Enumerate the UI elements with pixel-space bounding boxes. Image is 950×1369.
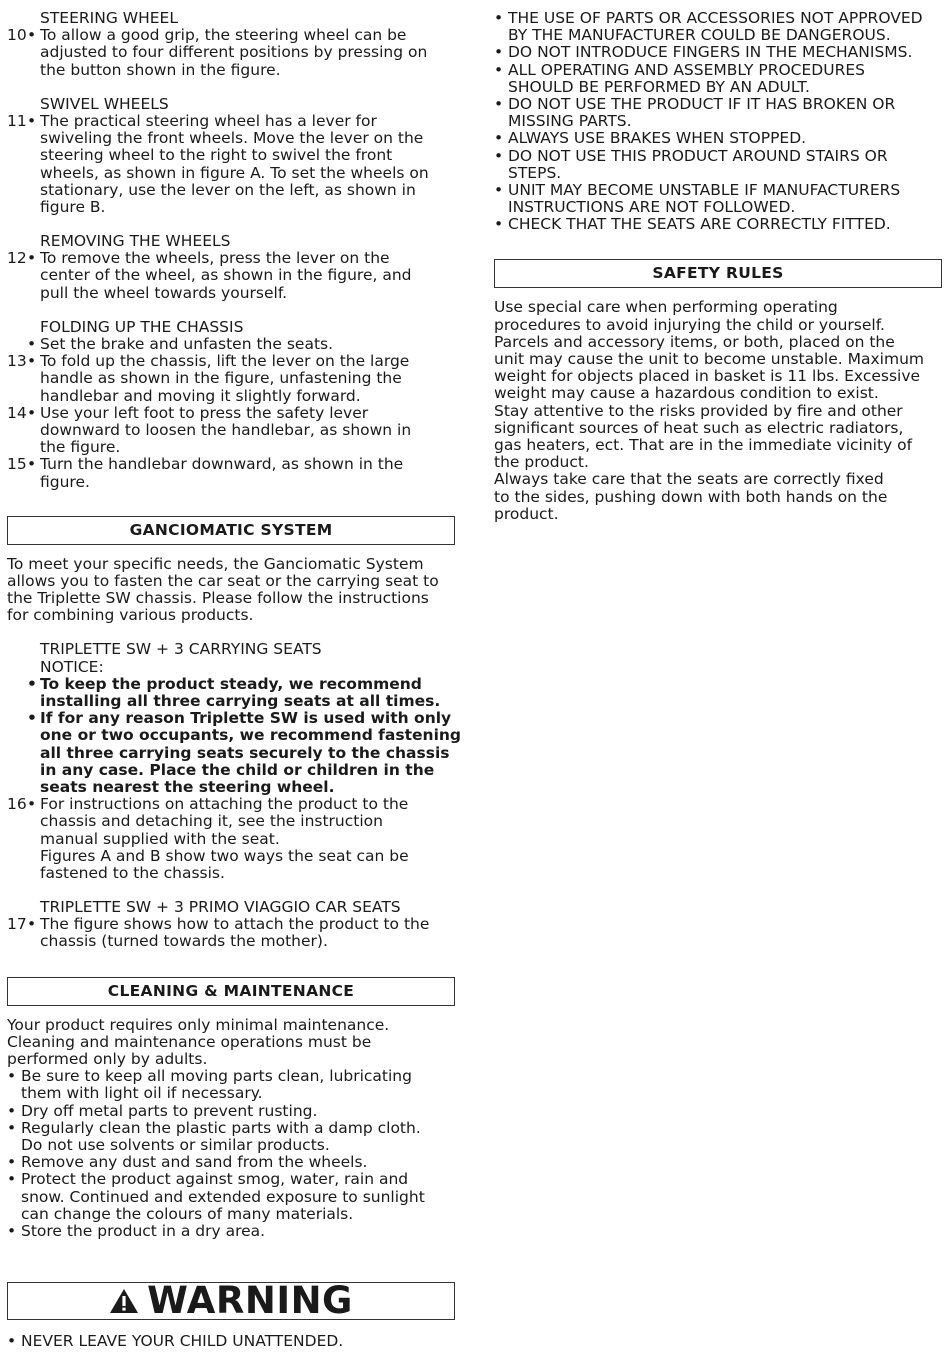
text-line: Use special care when performing operating xyxy=(494,298,838,317)
cleaning-bullet xyxy=(7,1120,455,1154)
text-line: STEPS. xyxy=(508,163,562,182)
text-line: ALWAYS USE BRAKES WHEN STOPPED. xyxy=(508,129,807,148)
notice-bullet-2 xyxy=(7,709,462,796)
item-number: 17 xyxy=(7,915,27,934)
instruction-item-17 xyxy=(7,916,455,950)
bullet: • xyxy=(494,180,504,199)
text-line: BY THE MANUFACTURER COULD BE DANGEROUS. xyxy=(508,26,891,45)
warning-item xyxy=(494,10,942,44)
item-number: 13 xyxy=(7,352,27,371)
text-line: To fold up the chassis, lift the lever on the large xyxy=(40,352,410,371)
text-line: in any case. Place the child or children in the xyxy=(40,760,435,779)
section-title-cleaning: CLEANING & MAINTENANCE xyxy=(7,977,455,1006)
text-line: Cleaning and maintenance operations must be xyxy=(7,1032,372,1051)
text-line: chassis and detaching it, see the instruction xyxy=(40,812,383,831)
section-heading-swivel-wheels: SWIVEL WHEELS xyxy=(40,94,169,113)
bullet: • xyxy=(7,1067,17,1086)
text-line: weight may cause a hazardous condition to exist. xyxy=(494,384,879,403)
text-line: the Triplette SW chassis. Please follow the instructions xyxy=(7,589,429,608)
text-line: pull the wheel towards yourself. xyxy=(40,283,288,302)
cleaning-bullet xyxy=(7,1171,455,1223)
section-heading-steering-wheel: STEERING WHEEL xyxy=(40,9,178,27)
section-heading-removing-wheels: REMOVING THE WHEELS xyxy=(40,232,231,251)
cleaning-bullet xyxy=(7,1154,455,1171)
subheading-carrying-seats: TRIPLETTE SW + 3 CARRYING SEATS xyxy=(40,640,322,659)
text-line: handlebar and moving it slightly forward. xyxy=(40,386,361,405)
text-line: Always take care that the seats are correctly fixed xyxy=(494,470,884,489)
left-column xyxy=(7,9,462,1351)
bullet: • xyxy=(494,129,504,148)
text-line: Use your left foot to press the safety lever xyxy=(40,403,369,422)
text-line: To remove the wheels, press the lever on the xyxy=(40,249,390,268)
bullet: • xyxy=(27,709,37,728)
text-line: NEVER LEAVE YOUR CHILD UNATTENDED. xyxy=(21,1332,344,1351)
text-line: them with light oil if necessary. xyxy=(21,1084,263,1103)
text-line: Do not use solvents or similar products. xyxy=(21,1135,330,1154)
text-line: Dry off metal parts to prevent rusting. xyxy=(21,1101,318,1120)
text-line: Parcels and accessory items, or both, placed on the xyxy=(494,332,895,351)
text-line: stationary, use the lever on the left, as shown in xyxy=(40,180,416,199)
bullet: • xyxy=(27,915,37,934)
text-line: center of the wheel, as shown in the figure, and xyxy=(40,266,412,285)
item-number: 15 xyxy=(7,455,27,474)
text-line: snow. Continued and extended exposure to sunlight xyxy=(21,1187,425,1206)
warning-item xyxy=(494,216,942,233)
text-line: allows you to fasten the car seat or the carrying seat to xyxy=(7,571,439,590)
text-line: DO NOT INTRODUCE FINGERS IN THE MECHANISMS. xyxy=(508,43,913,62)
bullet: • xyxy=(27,403,37,422)
bullet: • xyxy=(7,1221,17,1240)
text-line: SHOULD BE PERFORMED BY AN ADULT. xyxy=(508,77,810,96)
warning-title: WARNING xyxy=(147,1279,353,1323)
text-line: figure B. xyxy=(40,197,106,216)
cleaning-bullet xyxy=(7,1223,455,1240)
cleaning-bullet xyxy=(7,1068,455,1102)
text-line: Be sure to keep all moving parts clean, lubricating xyxy=(21,1067,412,1086)
text-line: INSTRUCTIONS ARE NOT FOLLOWED. xyxy=(508,198,796,217)
bullet: • xyxy=(7,1153,17,1172)
text-line: Stay attentive to the risks provided by fire and other xyxy=(494,401,903,420)
text-line: Protect the product against smog, water, rain and xyxy=(21,1170,409,1189)
bullet: • xyxy=(27,111,37,130)
text-line: MISSING PARTS. xyxy=(508,112,632,131)
section-title-ganciomatic: GANCIOMATIC SYSTEM xyxy=(7,516,455,545)
bullet: • xyxy=(27,795,37,814)
text-line: ALL OPERATING AND ASSEMBLY PROCEDURES xyxy=(508,60,865,79)
text-line: Remove any dust and sand from the wheels. xyxy=(21,1153,368,1172)
bullet: • xyxy=(494,43,504,62)
bullet: • xyxy=(7,1118,17,1137)
notice-bullet-1 xyxy=(7,676,455,710)
instruction-item-10 xyxy=(7,27,455,79)
text-line: significant sources of heat such as electric radiators, xyxy=(494,418,904,437)
instruction-item-12 xyxy=(7,250,455,302)
text-line: adjusted to four different positions by pressing on xyxy=(40,43,428,62)
text-line: the figure. xyxy=(40,438,121,457)
bullet: • xyxy=(27,26,37,45)
cleaning-bullet xyxy=(7,1103,455,1120)
warning-item xyxy=(494,130,942,147)
section-title-safety-rules: SAFETY RULES xyxy=(494,259,942,288)
text-line: The figure shows how to attach the product to the xyxy=(40,915,430,934)
text-line: for combining various products. xyxy=(7,606,254,625)
text-line: procedures to avoid injurying the child or yourself. xyxy=(494,315,885,334)
text-line: seats nearest the steering wheel. xyxy=(40,777,335,796)
warning-item xyxy=(494,148,942,182)
right-column xyxy=(494,10,942,523)
text-line: gas heaters, ect. That are in the immediate vicinity of xyxy=(494,435,913,454)
bullet: • xyxy=(27,674,37,693)
item-number: 16 xyxy=(7,795,27,814)
bullet: • xyxy=(494,94,504,113)
text-line: swiveling the front wheels. Move the lever on the xyxy=(40,129,424,148)
text-line: installing all three carrying seats at all times. xyxy=(40,692,441,710)
text-line: For instructions on attaching the product to the xyxy=(40,795,409,814)
text-line: to the sides, pushing down with both hands on the xyxy=(494,487,888,506)
text-line: fastened to the chassis. xyxy=(40,863,225,882)
text-line: wheels, as shown in figure A. To set the wheels on xyxy=(40,163,429,182)
text-line: To allow a good grip, the steering wheel can be xyxy=(40,26,407,45)
warning-item xyxy=(494,96,942,130)
text-line: downward to loosen the handlebar, as shown in xyxy=(40,420,412,439)
text-line: chassis (turned towards the mother). xyxy=(40,932,328,951)
instruction-item-15 xyxy=(7,456,455,490)
bullet: • xyxy=(494,215,504,234)
text-line: Set the brake and unfasten the seats. xyxy=(40,335,334,353)
text-line: DO NOT USE THIS PRODUCT AROUND STAIRS OR xyxy=(508,146,888,165)
text-line: the button shown in the figure. xyxy=(40,60,281,79)
bullet: • xyxy=(27,249,37,268)
text-line: DO NOT USE THE PRODUCT IF IT HAS BROKEN OR xyxy=(508,94,896,113)
warning-item xyxy=(494,182,942,216)
text-line: UNIT MAY BECOME UNSTABLE IF MANUFACTURERS xyxy=(508,180,901,199)
item-number: 10 xyxy=(7,26,27,45)
section-heading-folding-chassis: FOLDING UP THE CHASSIS xyxy=(40,317,244,336)
text-line: Regularly clean the plastic parts with a damp cloth. xyxy=(21,1118,421,1137)
text-line: CHECK THAT THE SEATS ARE CORRECTLY FITTED. xyxy=(508,215,891,234)
item-number: 14 xyxy=(7,403,27,422)
item-number: 12 xyxy=(7,249,27,268)
text-line: steering wheel to the right to swivel the front xyxy=(40,146,393,165)
bullet: • xyxy=(27,335,37,353)
warning-item xyxy=(7,1333,455,1350)
subheading-car-seats: TRIPLETTE SW + 3 PRIMO VIAGGIO CAR SEATS xyxy=(40,898,401,917)
text-line: weight for objects placed in basket is 11 lbs. Excessive xyxy=(494,367,921,386)
text-line: product. xyxy=(494,504,559,523)
bullet: • xyxy=(494,9,504,27)
bullet: • xyxy=(27,352,37,371)
bullet: • xyxy=(7,1170,17,1189)
instruction-item-11 xyxy=(7,113,455,216)
warning-triangle-icon xyxy=(109,1288,139,1314)
instruction-item-14 xyxy=(7,405,455,457)
instruction-item-13 xyxy=(7,353,455,405)
text-line: figure. xyxy=(40,472,90,491)
warning-item xyxy=(494,62,942,96)
text-line: THE USE OF PARTS OR ACCESSORIES NOT APPROVED xyxy=(508,9,923,27)
text-line: all three carrying seats securely to the chassis xyxy=(40,743,450,762)
text-line: can change the colours of many materials. xyxy=(21,1204,354,1223)
text-line: handle as shown in the figure, unfastening the xyxy=(40,369,402,388)
text-line: If for any reason Triplette SW is used with only xyxy=(40,709,452,728)
text-line: the product. xyxy=(494,453,589,472)
instruction-item-16 xyxy=(7,796,455,882)
warning-item xyxy=(494,44,942,61)
bullet: • xyxy=(27,455,37,474)
bullet: • xyxy=(7,1101,17,1120)
text-line: Store the product in a dry area. xyxy=(21,1221,266,1240)
bullet: • xyxy=(494,60,504,79)
text-line: To keep the product steady, we recommend xyxy=(40,674,422,693)
bullet: • xyxy=(494,146,504,165)
text-line: performed only by adults. xyxy=(7,1050,208,1068)
notice-label: NOTICE: xyxy=(40,657,104,676)
text-line: The practical steering wheel has a lever for xyxy=(40,111,377,130)
warning-banner xyxy=(7,1279,455,1323)
text-line: To meet your specific needs, the Ganciomatic System xyxy=(7,554,424,573)
text-line: Turn the handlebar downward, as shown in the xyxy=(40,455,404,474)
item-number: 11 xyxy=(7,111,27,130)
text-line: one or two occupants, we recommend fastening xyxy=(40,726,462,745)
instruction-bullet xyxy=(7,336,455,353)
text-line: Figures A and B show two ways the seat can be xyxy=(40,846,409,865)
bullet: • xyxy=(7,1332,17,1351)
text-line: manual supplied with the seat. xyxy=(40,829,280,848)
text-line: Your product requires only minimal maintenance. xyxy=(7,1015,390,1034)
text-line: unit may cause the unit to become unstable. Maximum xyxy=(494,350,924,368)
